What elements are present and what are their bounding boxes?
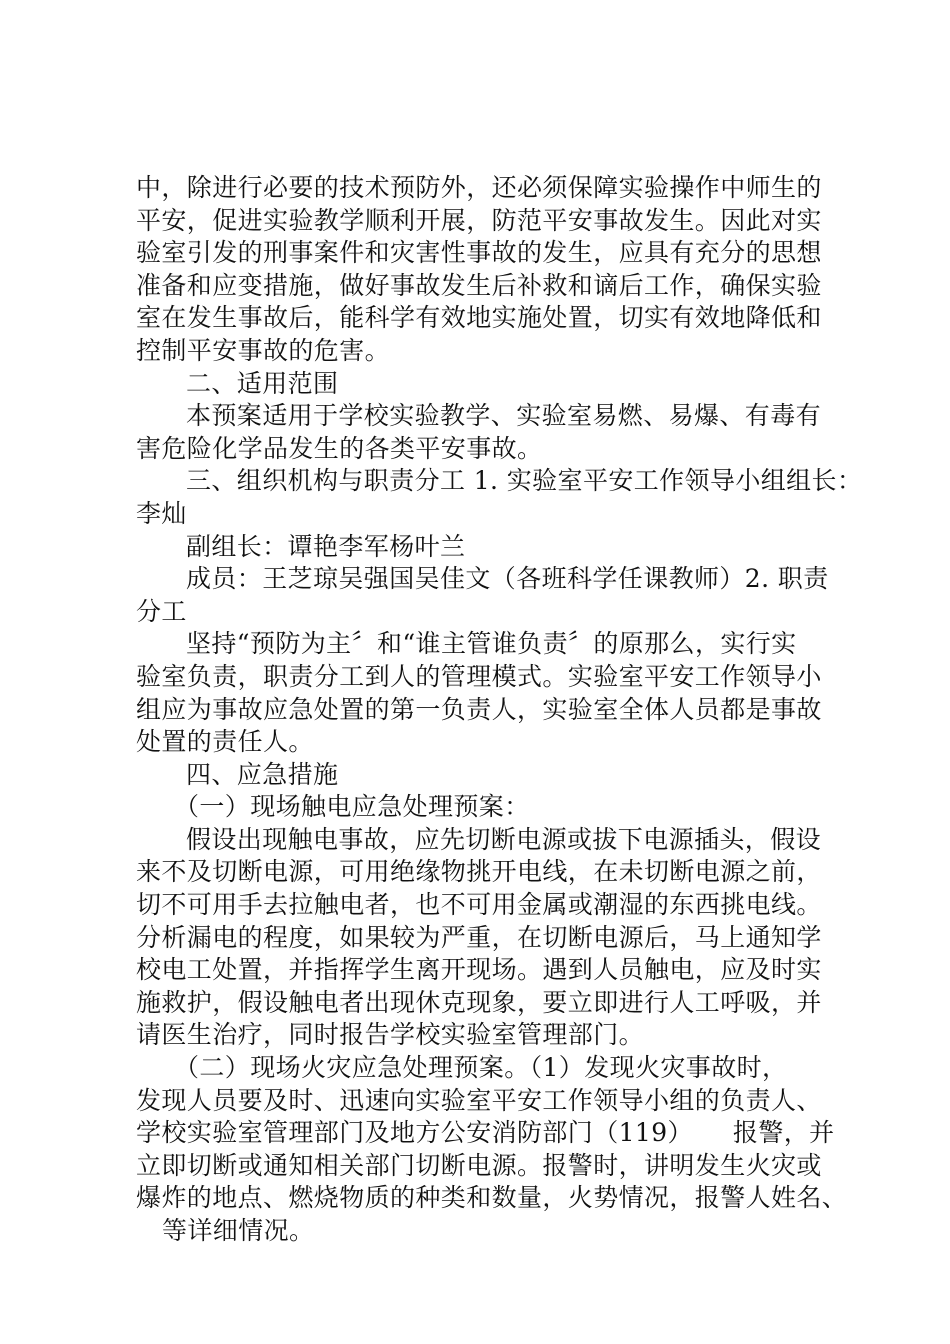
paragraph-line: 等详细情况。: [162, 1216, 315, 1245]
paragraph-line: 李灿: [136, 498, 187, 528]
paragraph-line: 成员：王芝琼吴强国吴佳文（各班科学任课教师）2. 职责: [186, 564, 829, 594]
document-body: [136, 172, 863, 1248]
paragraph-line: 爆炸的地点、燃烧物质的种类和数量，火势情况，报警人姓名、: [136, 1183, 848, 1213]
paragraph-line: 本预案适用于学校实验教学、实验室易燃、易爆、有毒有: [186, 401, 822, 431]
paragraph-line: 校电工处置，并指挥学生离开现场。遇到人员触电，应及时实: [136, 955, 822, 985]
section-heading: 四、应急措施: [186, 759, 339, 789]
paragraph-line: 验室引发的刑事案件和灾害性事故的发生，应具有充分的思想: [136, 238, 822, 268]
paragraph-line: 准备和应变措施，做好事故发生后补救和谪后工作，确保实验: [136, 270, 822, 300]
paragraph-line: 分工: [136, 596, 187, 626]
paragraph-line: 施救护，假设触电者出现休克现象，要立即进行人工呼吸，并: [136, 987, 822, 1017]
paragraph-line: 假设出现触电事故，应先切断电源或拔下电源插头，假设: [186, 824, 822, 854]
paragraph-line: 分析漏电的程度，如果较为严重，在切断电源后，马上通知学: [136, 922, 822, 952]
paragraph-line: 请医生治疗，同时报告学校实验室管理部门。: [136, 1020, 645, 1050]
paragraph-line: 切不可用手去拉触电者，也不可用金属或潮湿的东西挑电线。: [136, 890, 822, 920]
paragraph-line-part: 报警，并: [732, 1118, 835, 1148]
paragraph-line: 验室负责，职责分工到人的管理模式。实验室平安工作领导小: [136, 661, 822, 691]
subsection-heading: （一）现场触电应急处理预案：: [174, 792, 530, 822]
paragraph-line: 来不及切断电源，可用绝缘物挑开电线，在未切断电源之前，: [136, 857, 822, 887]
paragraph-line: 害危险化学品发生的各类平安事故。: [136, 433, 543, 463]
paragraph-line: 平安，促进实验教学顺利开展，防范平安事故发生。因此对实: [136, 205, 822, 235]
section-heading: 三、组织机构与职责分工 1. 实验室平安工作领导小组组长：: [186, 466, 863, 496]
subsection-heading: （二）现场火灾应急处理预案。（1）发现火灾事故时，: [174, 1053, 788, 1083]
paragraph-line: 室在发生事故后，能科学有效地实施处置，切实有效地降低和: [136, 303, 822, 333]
paragraph-line: 副组长：谭艳李军杨叶兰: [186, 531, 466, 561]
paragraph-line: 发现人员要及时、迅速向实验室平安工作领导小组的负责人、: [136, 1085, 822, 1115]
section-heading: 二、适用范围: [186, 368, 339, 398]
paragraph-line-part: 学校实验室管理部门及地方公安消防部门（119）: [136, 1118, 693, 1148]
paragraph-line: 坚持“预防为主〞和“谁主管谁负责〞的原那么，实行实: [186, 629, 797, 659]
paragraph-line: [136, 1117, 836, 1150]
paragraph-line: 处置的责任人。: [136, 727, 314, 757]
paragraph-line: 立即切断或通知相关部门切断电源。报警时，讲明发生火灾或: [136, 1150, 822, 1180]
paragraph-line: 控制平安事故的危害。: [136, 335, 391, 365]
paragraph-line: 中，除进行必要的技术预防外，还必须保障实验操作中师生的: [136, 173, 822, 202]
paragraph-line: 组应为事故应急处置的第一负责人，实验室全体人员都是事故: [136, 694, 822, 724]
